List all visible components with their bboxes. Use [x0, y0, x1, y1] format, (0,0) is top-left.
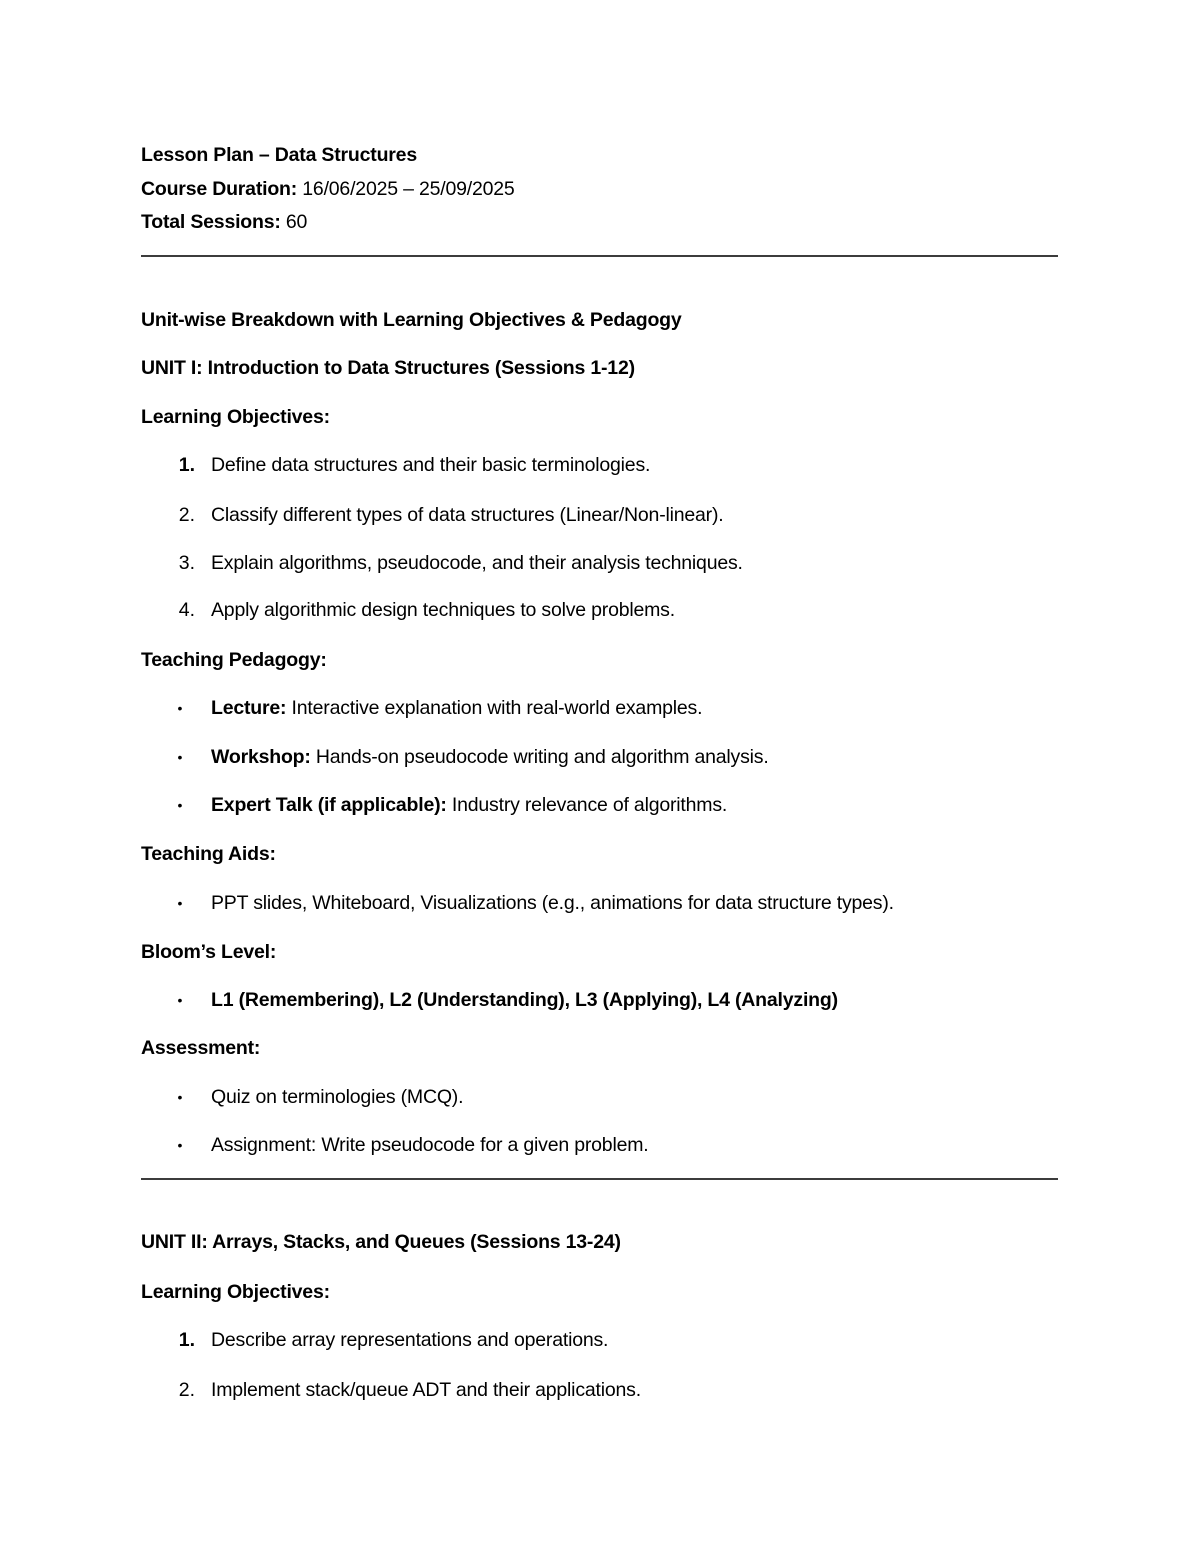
- bullet-icon: •: [177, 895, 183, 911]
- list-item-text: [211, 696, 702, 720]
- pedagogy-label: Workshop:: [211, 746, 311, 768]
- unit1-aids-heading: Teaching Aids:: [141, 843, 276, 865]
- pedagogy-description: Industry relevance of algorithms.: [446, 794, 728, 816]
- list-number: 3.: [178, 552, 195, 574]
- breakdown-heading: Unit-wise Breakdown with Learning Objectives & Pedagogy: [141, 309, 682, 331]
- list-item-text: Assignment: Write pseudocode for a given problem.: [211, 1134, 649, 1156]
- list-item-text: L1 (Remembering), L2 (Understanding), L3 (Applying), L4 (Analyzing): [211, 989, 838, 1011]
- bullet-icon: •: [177, 749, 183, 765]
- course-duration-label: Course Duration:: [141, 178, 298, 200]
- bullet-icon: •: [177, 797, 183, 813]
- list-number: 1.: [178, 1329, 195, 1351]
- list-item-text: Explain algorithms, pseudocode, and their analysis techniques.: [211, 552, 743, 574]
- list-number: 1.: [178, 454, 195, 476]
- unit1-assessment-heading: Assessment:: [141, 1037, 261, 1059]
- unit1-objectives-heading: Learning Objectives:: [141, 406, 330, 428]
- unit1-pedagogy-heading: Teaching Pedagogy:: [141, 649, 327, 671]
- list-item-text: Quiz on terminologies (MCQ).: [211, 1086, 464, 1108]
- total-sessions: [141, 210, 307, 234]
- list-item-text: Implement stack/queue ADT and their applications.: [211, 1379, 641, 1401]
- total-sessions-value: 60: [280, 211, 308, 233]
- list-item-text: Describe array representations and operations.: [211, 1329, 609, 1351]
- pedagogy-label: Expert Talk (if applicable):: [211, 794, 447, 816]
- list-number: 2.: [178, 504, 195, 526]
- list-item-text: Define data structures and their basic terminologies.: [211, 454, 651, 476]
- bullet-icon: •: [177, 1137, 183, 1153]
- list-item-text: Classify different types of data structures (Linear/Non-linear).: [211, 504, 724, 526]
- list-item-text: [211, 793, 727, 817]
- list-item-text: PPT slides, Whiteboard, Visualizations (e.g., animations for data structure types).: [211, 892, 894, 914]
- document-title: Lesson Plan – Data Structures: [141, 144, 417, 166]
- pedagogy-label: Lecture:: [211, 697, 287, 719]
- list-item-text: Apply algorithmic design techniques to solve problems.: [211, 599, 675, 621]
- unit2-objectives-heading: Learning Objectives:: [141, 1281, 330, 1303]
- bullet-icon: •: [177, 992, 183, 1008]
- list-number: 2.: [178, 1379, 195, 1401]
- unit2-title: UNIT II: Arrays, Stacks, and Queues (Sessions 13-24): [141, 1231, 621, 1253]
- total-sessions-label: Total Sessions:: [141, 211, 281, 233]
- pedagogy-description: Interactive explanation with real-world examples.: [286, 697, 703, 719]
- unit1-blooms-heading: Bloom’s Level:: [141, 941, 277, 963]
- bullet-icon: •: [177, 1089, 183, 1105]
- pedagogy-description: Hands-on pseudocode writing and algorithm analysis.: [310, 746, 769, 768]
- horizontal-divider: [141, 1178, 1058, 1180]
- list-number: 4.: [178, 599, 195, 621]
- horizontal-divider: [141, 255, 1058, 257]
- course-duration-value: 16/06/2025 – 25/09/2025: [297, 178, 515, 200]
- course-duration: [141, 177, 515, 201]
- unit1-title: UNIT I: Introduction to Data Structures (Sessions 1-12): [141, 357, 635, 379]
- list-item-text: [211, 745, 769, 769]
- bullet-icon: •: [177, 700, 183, 716]
